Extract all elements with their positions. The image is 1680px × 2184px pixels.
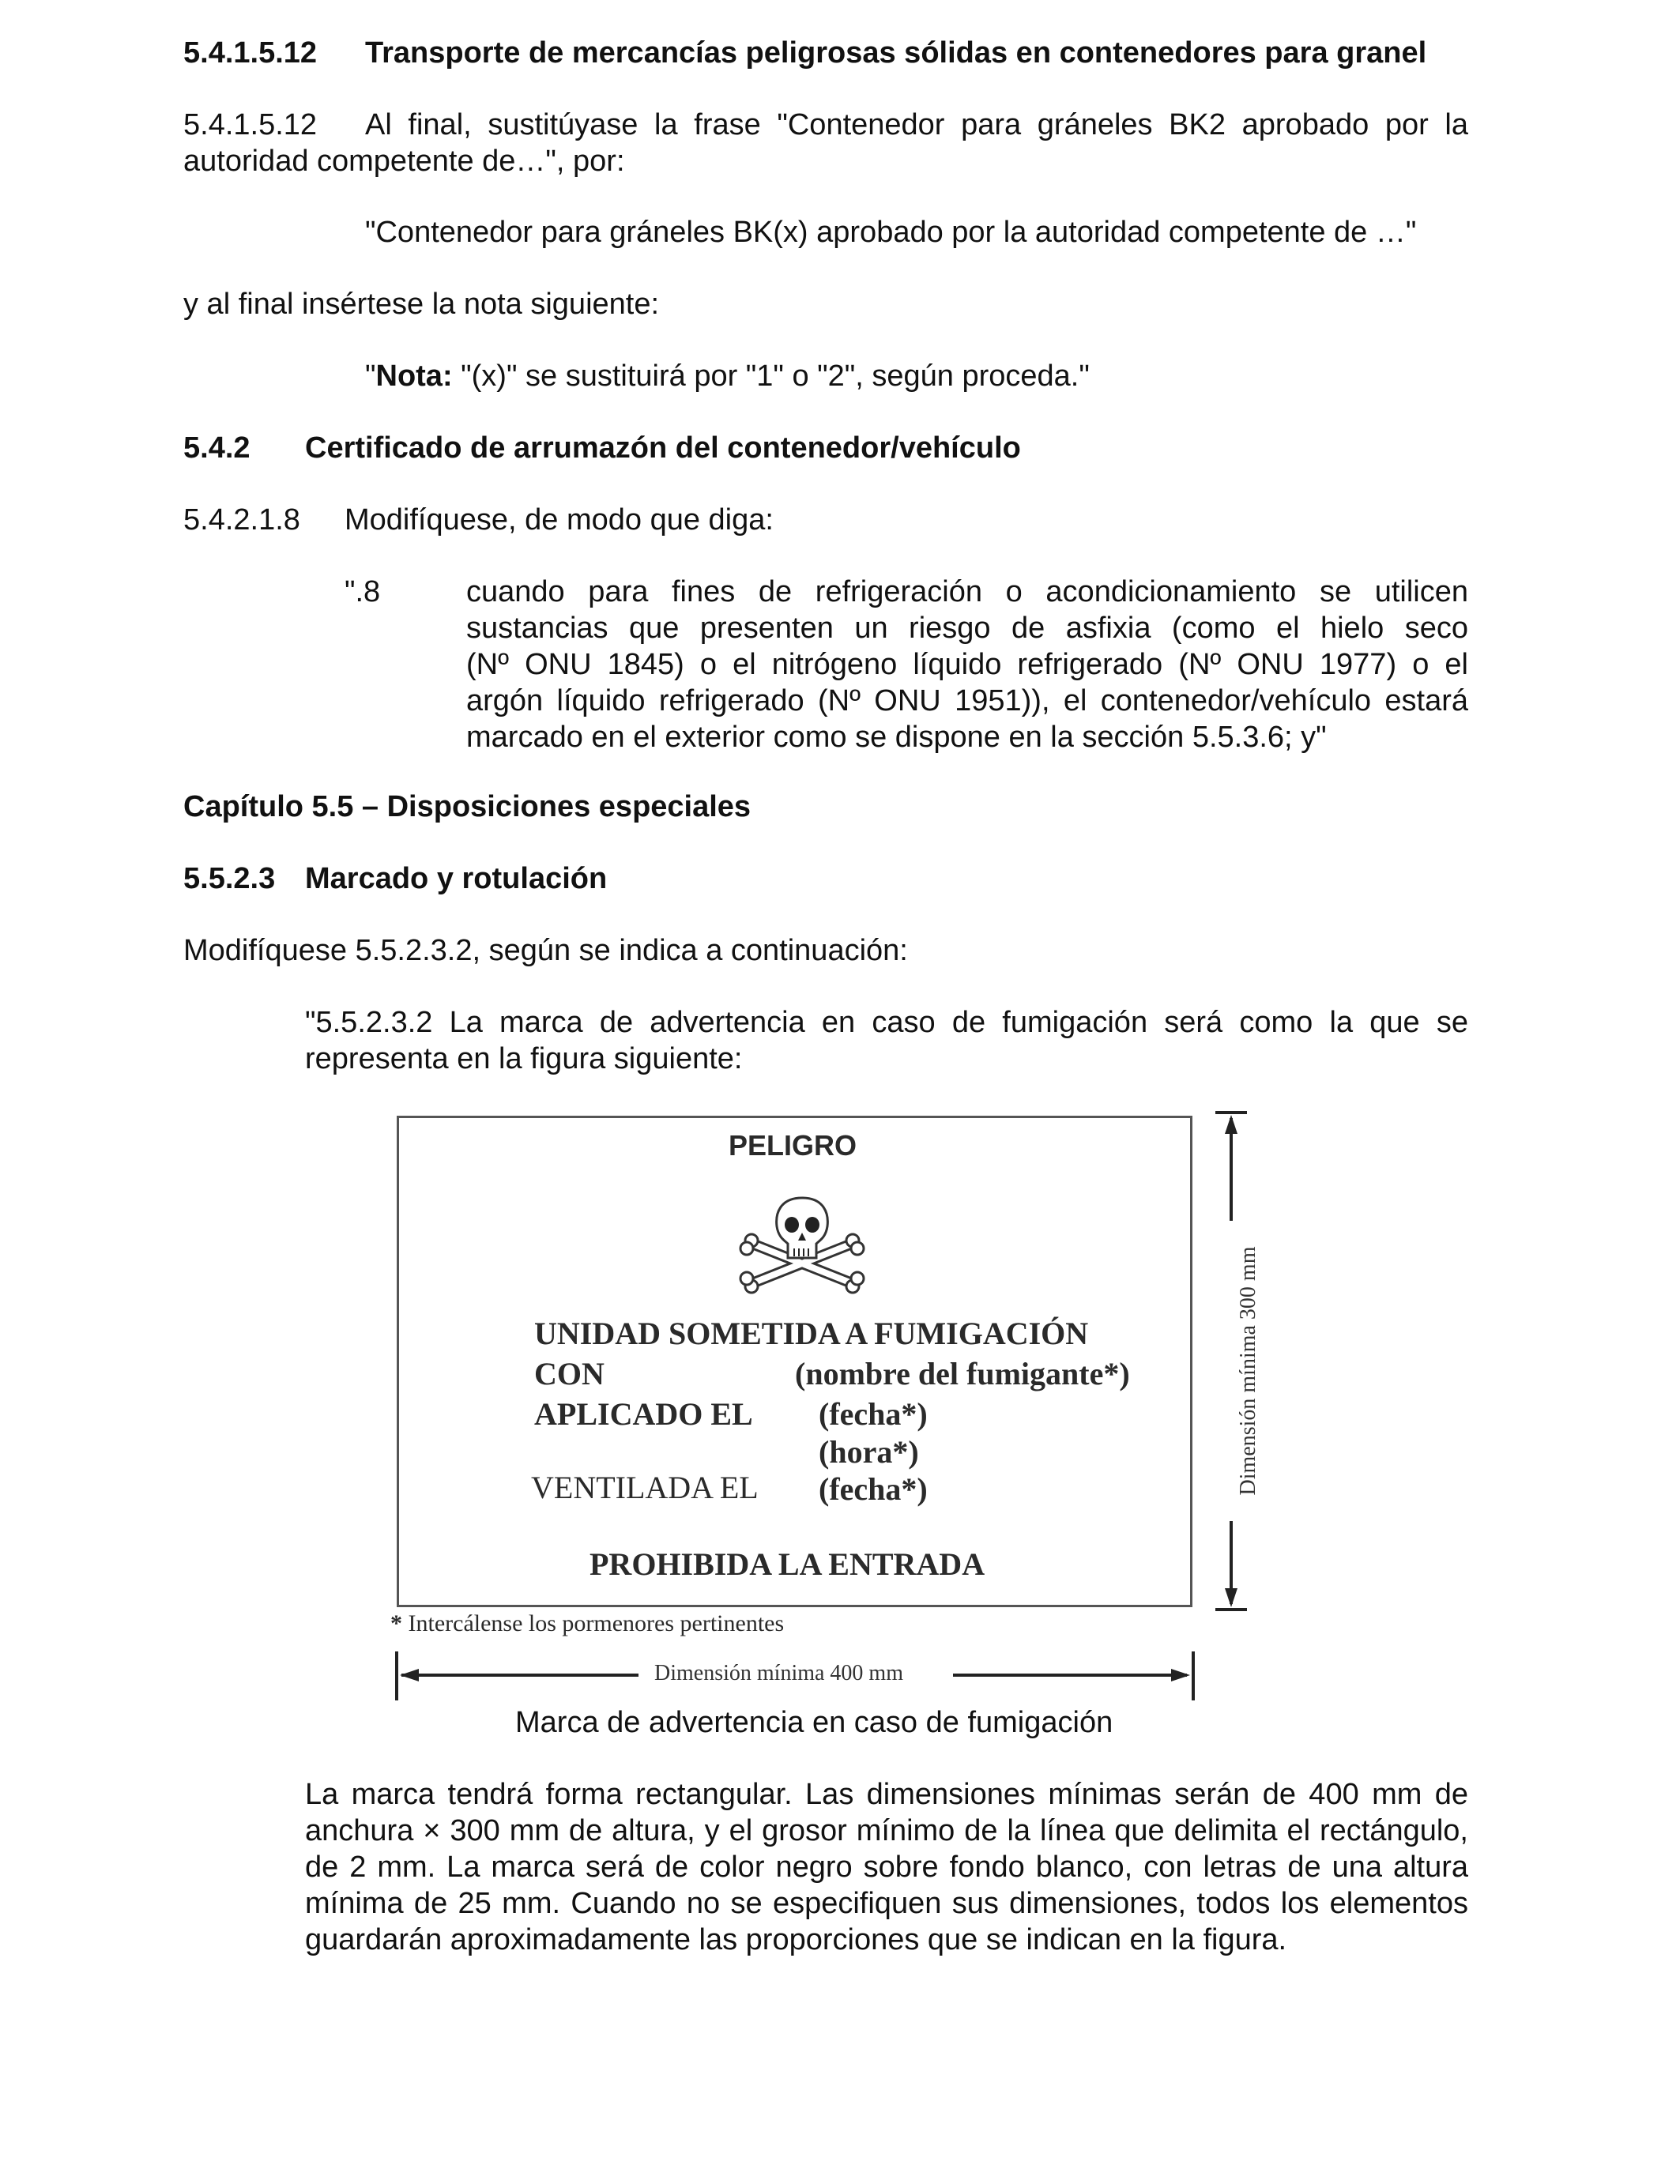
section-number: 5.4.1.5.12 [183, 36, 318, 70]
paragraph-line: representa en la figura siguiente: [305, 1042, 743, 1075]
section-heading: Certificado de arrumazón del contenedor/vehículo [305, 431, 1021, 465]
paragraph-line: de 2 mm. La marca será de color negro sobre fondo blanco, con letras de una altura [305, 1851, 1468, 1884]
paragraph-number: 5.4.1.5.12 [183, 108, 318, 141]
con-label: CON [534, 1356, 605, 1391]
paragraph: Modifíquese 5.5.2.3.2, según se indica a continuación: [183, 934, 908, 967]
paragraph-number: 5.4.2.1.8 [183, 503, 300, 537]
paragraph-line: anchura × 300 mm de altura, y el grosor mínimo de la línea que delimita el rectángulo, [305, 1814, 1468, 1847]
chapter-heading: Capítulo 5.5 – Disposiciones especiales [183, 790, 751, 823]
item-line: marcado en el exterior como se dispone en la sección 5.5.3.6; y" [466, 721, 1327, 754]
vertical-dimension-label [1219, 1221, 1278, 1521]
note-open-quote: " [365, 360, 376, 393]
fecha-placeholder: (fecha*) [819, 1471, 928, 1507]
item-number: ".8 [345, 575, 381, 608]
item-text [466, 574, 1468, 755]
paragraph: Modifíquese, de modo que diga: [345, 503, 774, 537]
paragraph-line: "5.5.2.3.2 La marca de advertencia en caso de fumigación será como la que se [305, 1006, 1468, 1039]
section-heading: Marcado y rotulación [305, 862, 608, 895]
unidad-label: UNIDAD SOMETIDA A FUMIGACIÓN [534, 1316, 1089, 1351]
section-number: 5.5.2.3 [183, 862, 276, 895]
item-line: sustancias que presenten un riesgo de asfixia (como el hielo seco [466, 612, 1468, 645]
footnote-star: * [390, 1610, 402, 1636]
aplicado-label: APLICADO EL [534, 1396, 753, 1432]
fumigant-name-placeholder: (nombre del fumigante*) [795, 1356, 1130, 1391]
figure-footnote [390, 1609, 784, 1639]
figure-caption: Marca de advertencia en caso de fumigación [515, 1706, 1113, 1739]
ventilada-label: VENTILADA EL [531, 1470, 759, 1505]
quoted-text: "Contenedor para gráneles BK(x) aprobado por la autoridad competente de …" [365, 216, 1417, 249]
paragraph: y al final insértese la nota siguiente: [183, 288, 660, 321]
paragraph-line: Al final, sustitúyase la frase "Contenedor para gráneles BK2 aprobado por la [365, 108, 1468, 141]
horizontal-dimension-label: Dimensión mínima 400 mm [654, 1661, 903, 1685]
prohibida-label: PROHIBIDA LA ENTRADA [590, 1546, 985, 1582]
paragraph [305, 1004, 1468, 1041]
note-text: "(x)" se sustituirá por "1" o "2", según proceda." [452, 360, 1090, 393]
paragraph-line: autoridad competente de…", por: [183, 145, 625, 178]
paragraph-line: guardarán aproximadamente las proporciones que se indican en la figura. [305, 1923, 1287, 1956]
paragraph-line: La marca tendrá forma rectangular. Las dimensiones mínimas serán de 400 mm de [305, 1778, 1468, 1811]
section-heading: Transporte de mercancías peligrosas sólidas en contenedores para granel [365, 36, 1427, 70]
peligro-label: PELIGRO [729, 1129, 857, 1162]
fecha-placeholder: (fecha*) [819, 1396, 928, 1432]
paragraph [365, 107, 1468, 143]
item-line: (Nº ONU 1845) o el nitrógeno líquido refrigerado (Nº ONU 1977) o el [466, 648, 1468, 681]
vertical-dimension-text: Dimensión mínima 300 mm [1236, 1246, 1260, 1496]
note-label: Nota: [375, 360, 453, 393]
item-line: argón líquido refrigerado (Nº ONU 1951)), el contenedor/vehículo estará [466, 684, 1468, 717]
item-line: cuando para fines de refrigeración o acondicionamiento se utilicen [466, 575, 1468, 608]
hora-placeholder: (hora*) [819, 1434, 919, 1470]
note [365, 358, 1090, 394]
paragraph-line: mínima de 25 mm. Cuando no se especifiquen sus dimensiones, todos los elementos [305, 1887, 1468, 1920]
footnote-text: Intercálense los pormenores pertinentes [402, 1610, 785, 1636]
skull-crossbones-icon [739, 1193, 865, 1294]
paragraph [305, 1776, 1468, 1958]
section-number: 5.4.2 [183, 431, 250, 465]
